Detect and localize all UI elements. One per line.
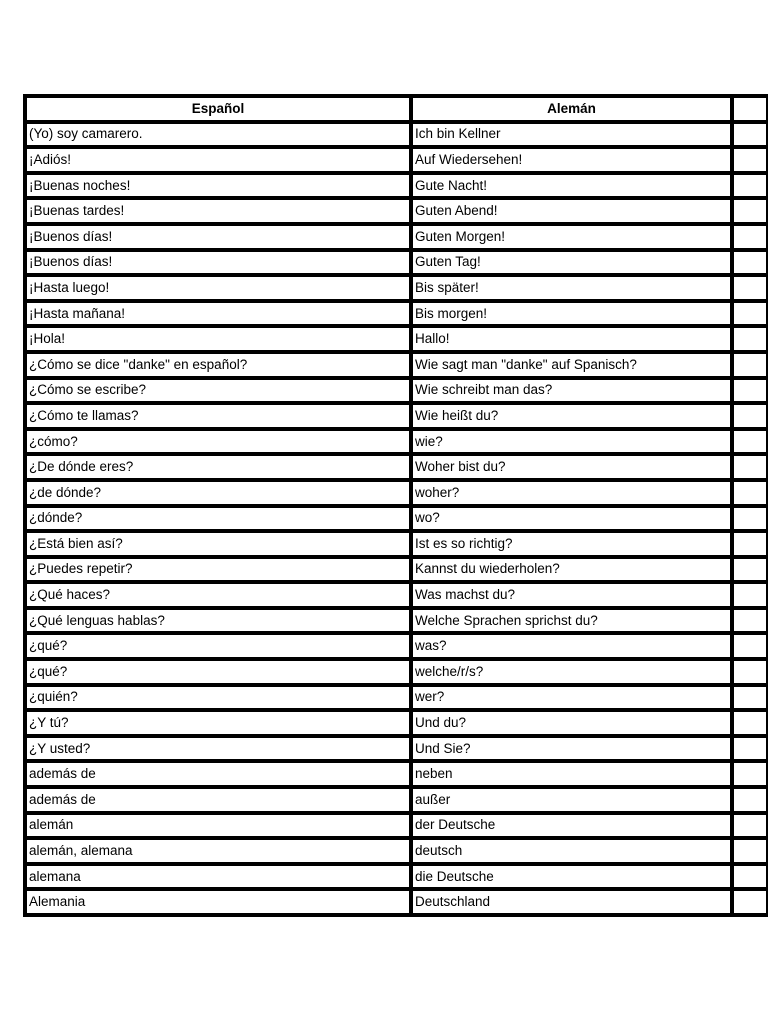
cell-spanish: ¿Qué haces? xyxy=(25,582,411,608)
cell-spanish: ¿de dónde? xyxy=(25,480,411,506)
table-row xyxy=(25,864,766,890)
table-row xyxy=(25,889,766,915)
table-row xyxy=(25,224,766,250)
cell-german: Auf Wiedersehen! xyxy=(411,147,732,173)
cell-extra xyxy=(732,557,766,583)
cell-german: neben xyxy=(411,761,732,787)
cell-spanish: ¿quién? xyxy=(25,685,411,711)
cell-spanish: ¿Cómo se escribe? xyxy=(25,378,411,404)
cell-german: Wie heißt du? xyxy=(411,403,732,429)
cell-german: Was machst du? xyxy=(411,582,732,608)
cell-extra xyxy=(732,301,766,327)
cell-german: deutsch xyxy=(411,838,732,864)
table-row xyxy=(25,736,766,762)
cell-extra xyxy=(732,761,766,787)
cell-spanish: ¡Buenas tardes! xyxy=(25,198,411,224)
table-row xyxy=(25,352,766,378)
cell-german: wer? xyxy=(411,685,732,711)
table-body xyxy=(25,122,766,915)
cell-extra xyxy=(732,326,766,352)
table-row xyxy=(25,480,766,506)
header-extra xyxy=(732,96,766,122)
cell-spanish: (Yo) soy camarero. xyxy=(25,122,411,148)
table-row xyxy=(25,685,766,711)
cell-extra xyxy=(732,429,766,455)
header-german: Alemán xyxy=(411,96,732,122)
cell-german: Ich bin Kellner xyxy=(411,122,732,148)
table-row xyxy=(25,122,766,148)
cell-extra xyxy=(732,250,766,276)
cell-extra xyxy=(732,813,766,839)
header-spanish: Español xyxy=(25,96,411,122)
table-row xyxy=(25,506,766,532)
table-row xyxy=(25,659,766,685)
table-row xyxy=(25,301,766,327)
cell-spanish: ¡Adiós! xyxy=(25,147,411,173)
table-row xyxy=(25,429,766,455)
cell-german: Und Sie? xyxy=(411,736,732,762)
table-row xyxy=(25,838,766,864)
table-row xyxy=(25,710,766,736)
cell-spanish: ¿Puedes repetir? xyxy=(25,557,411,583)
cell-spanish: ¿Y tú? xyxy=(25,710,411,736)
cell-extra xyxy=(732,864,766,890)
cell-extra xyxy=(732,147,766,173)
cell-extra xyxy=(732,378,766,404)
cell-spanish: alemán, alemana xyxy=(25,838,411,864)
cell-german: Welche Sprachen sprichst du? xyxy=(411,608,732,634)
cell-spanish: ¿cómo? xyxy=(25,429,411,455)
table-row xyxy=(25,557,766,583)
table-row xyxy=(25,250,766,276)
cell-german: wie? xyxy=(411,429,732,455)
cell-spanish: ¿Cómo te llamas? xyxy=(25,403,411,429)
table-row xyxy=(25,326,766,352)
cell-spanish: ¡Hasta mañana! xyxy=(25,301,411,327)
table-row xyxy=(25,147,766,173)
cell-extra xyxy=(732,506,766,532)
cell-german: Deutschland xyxy=(411,889,732,915)
cell-extra xyxy=(732,685,766,711)
cell-extra xyxy=(732,480,766,506)
table-row xyxy=(25,531,766,557)
table-row xyxy=(25,275,766,301)
cell-german: Hallo! xyxy=(411,326,732,352)
cell-spanish: ¡Hasta luego! xyxy=(25,275,411,301)
cell-spanish: ¡Buenos días! xyxy=(25,224,411,250)
cell-german: Guten Abend! xyxy=(411,198,732,224)
table-row xyxy=(25,608,766,634)
cell-german: Ist es so richtig? xyxy=(411,531,732,557)
cell-spanish: ¿qué? xyxy=(25,633,411,659)
cell-german: außer xyxy=(411,787,732,813)
cell-german: Gute Nacht! xyxy=(411,173,732,199)
table-row xyxy=(25,454,766,480)
cell-extra xyxy=(732,736,766,762)
cell-extra xyxy=(732,710,766,736)
cell-german: Woher bist du? xyxy=(411,454,732,480)
cell-german: was? xyxy=(411,633,732,659)
table-row xyxy=(25,582,766,608)
cell-spanish: además de xyxy=(25,761,411,787)
cell-extra xyxy=(732,633,766,659)
cell-spanish: ¿Y usted? xyxy=(25,736,411,762)
cell-extra xyxy=(732,659,766,685)
cell-extra xyxy=(732,173,766,199)
vocabulary-table xyxy=(23,94,768,917)
cell-spanish: Alemania xyxy=(25,889,411,915)
cell-german: Guten Morgen! xyxy=(411,224,732,250)
table-header-row xyxy=(25,96,766,122)
cell-spanish: además de xyxy=(25,787,411,813)
cell-spanish: ¿Está bien así? xyxy=(25,531,411,557)
cell-spanish: ¿Cómo se dice "danke" en español? xyxy=(25,352,411,378)
table-row xyxy=(25,761,766,787)
table-row xyxy=(25,633,766,659)
cell-extra xyxy=(732,122,766,148)
table-row xyxy=(25,378,766,404)
cell-spanish: ¡Buenas noches! xyxy=(25,173,411,199)
cell-german: die Deutsche xyxy=(411,864,732,890)
cell-german: Und du? xyxy=(411,710,732,736)
cell-german: Bis morgen! xyxy=(411,301,732,327)
cell-spanish: alemán xyxy=(25,813,411,839)
cell-extra xyxy=(732,582,766,608)
cell-spanish: alemana xyxy=(25,864,411,890)
table-row xyxy=(25,787,766,813)
cell-spanish: ¿De dónde eres? xyxy=(25,454,411,480)
cell-spanish: ¡Hola! xyxy=(25,326,411,352)
cell-german: woher? xyxy=(411,480,732,506)
cell-german: der Deutsche xyxy=(411,813,732,839)
table-row xyxy=(25,813,766,839)
cell-extra xyxy=(732,224,766,250)
cell-extra xyxy=(732,275,766,301)
cell-german: welche/r/s? xyxy=(411,659,732,685)
table-row xyxy=(25,173,766,199)
cell-extra xyxy=(732,889,766,915)
cell-spanish: ¡Buenos días! xyxy=(25,250,411,276)
cell-extra xyxy=(732,352,766,378)
cell-spanish: ¿qué? xyxy=(25,659,411,685)
table-row xyxy=(25,198,766,224)
cell-extra xyxy=(732,608,766,634)
cell-german: wo? xyxy=(411,506,732,532)
cell-german: Bis später! xyxy=(411,275,732,301)
cell-german: Guten Tag! xyxy=(411,250,732,276)
cell-extra xyxy=(732,403,766,429)
cell-german: Wie schreibt man das? xyxy=(411,378,732,404)
cell-extra xyxy=(732,198,766,224)
cell-extra xyxy=(732,787,766,813)
cell-german: Wie sagt man "danke" auf Spanisch? xyxy=(411,352,732,378)
cell-german: Kannst du wiederholen? xyxy=(411,557,732,583)
cell-extra xyxy=(732,838,766,864)
cell-spanish: ¿dónde? xyxy=(25,506,411,532)
cell-extra xyxy=(732,531,766,557)
cell-extra xyxy=(732,454,766,480)
cell-spanish: ¿Qué lenguas hablas? xyxy=(25,608,411,634)
table-row xyxy=(25,403,766,429)
